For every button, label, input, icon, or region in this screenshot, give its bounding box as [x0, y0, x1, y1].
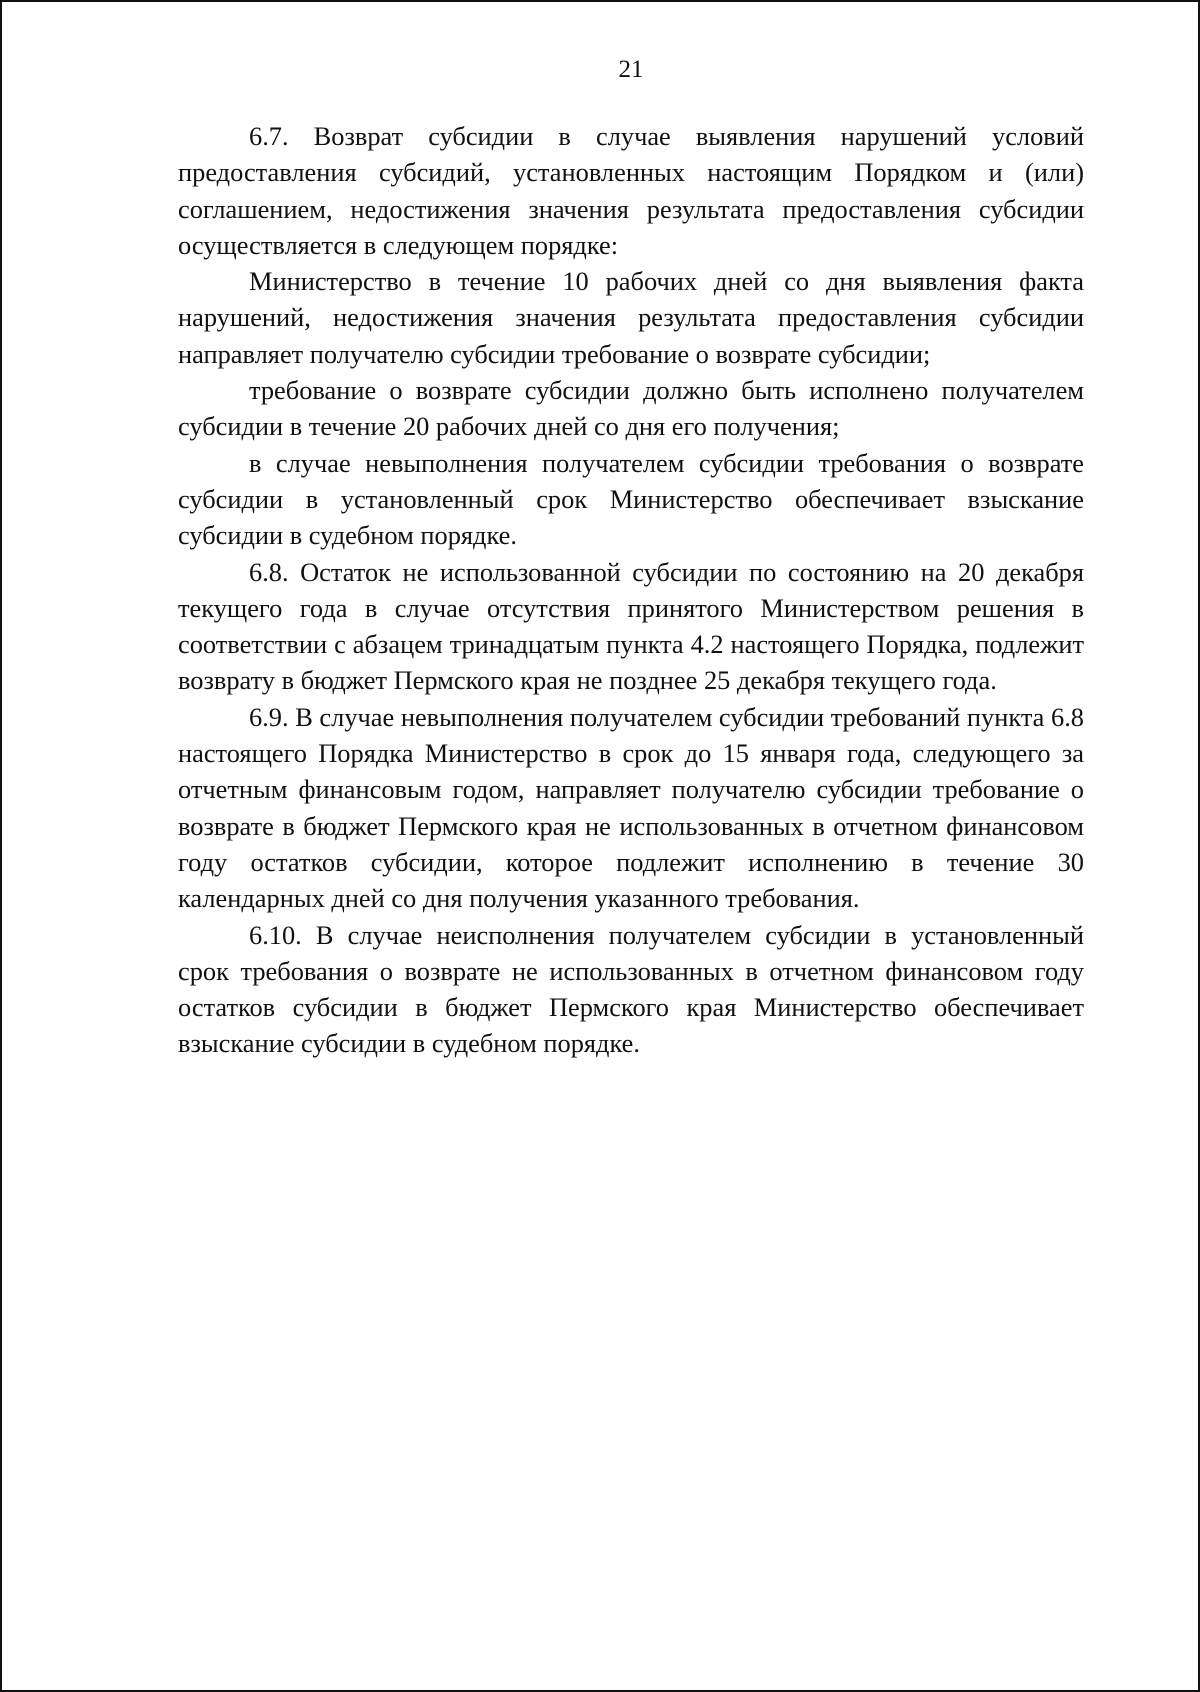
- paragraph-6-7: 6.7. Возврат субсидии в случае выявления нарушений условий предоставления субсидий, установленных настоящим Порядком и (или) соглашением, недостижения значения результата предоставления субсидии осуществляется в следующем порядке:: [178, 121, 1084, 260]
- page-number: 21: [618, 56, 644, 83]
- paragraph-requirement-execution: требование о возврате субсидии должно быть исполнено получателем субсидии в течение 20 рабочих дней со дня его получения;: [178, 375, 1084, 442]
- document-body: [178, 118, 1084, 1062]
- paragraph-6-9: 6.9. В случае невыполнения получателем субсидии требований пункта 6.8 настоящего Порядка Министерство в срок до 15 января года, следующего за отчетным финансовым годом, направляет получателю субсидии требование о возврате в бюджет Пермского края не использованных в отчетном финансовом году остатков субсидии, которое подлежит исполнению в течение 30 календарных дней со дня получения указанного требования.: [178, 701, 1084, 914]
- paragraph-court-recovery: в случае невыполнения получателем субсидии требования о возврате субсидии в установленный срок Министерство обеспечивает взыскание субсидии в судебном порядке.: [178, 447, 1084, 551]
- paragraph-6-8: 6.8. Остаток не использованной субсидии по состоянию на 20 декабря текущего года в случае отсутствия принятого Министерством решения в соответствии с абзацем тринадцатым пункта 4.2 настоящего Порядка, подлежит возврату в бюджет Пермского края не позднее 25 декабря текущего года.: [178, 556, 1084, 696]
- paragraph-ministry-notice: Министерство в течение 10 рабочих дней со дня выявления факта нарушений, недостижения значения результата предоставления субсидии направляет получателю субсидии требование о возврате субсидии;: [178, 266, 1084, 369]
- paragraph-6-10: 6.10. В случае неисполнения получателем субсидии в установленный срок требования о возврате не использованных в отчетном финансовом году остатков субсидии в бюджет Пермского края Министерство обеспечивает взыскание субсидии в судебном порядке.: [178, 919, 1084, 1059]
